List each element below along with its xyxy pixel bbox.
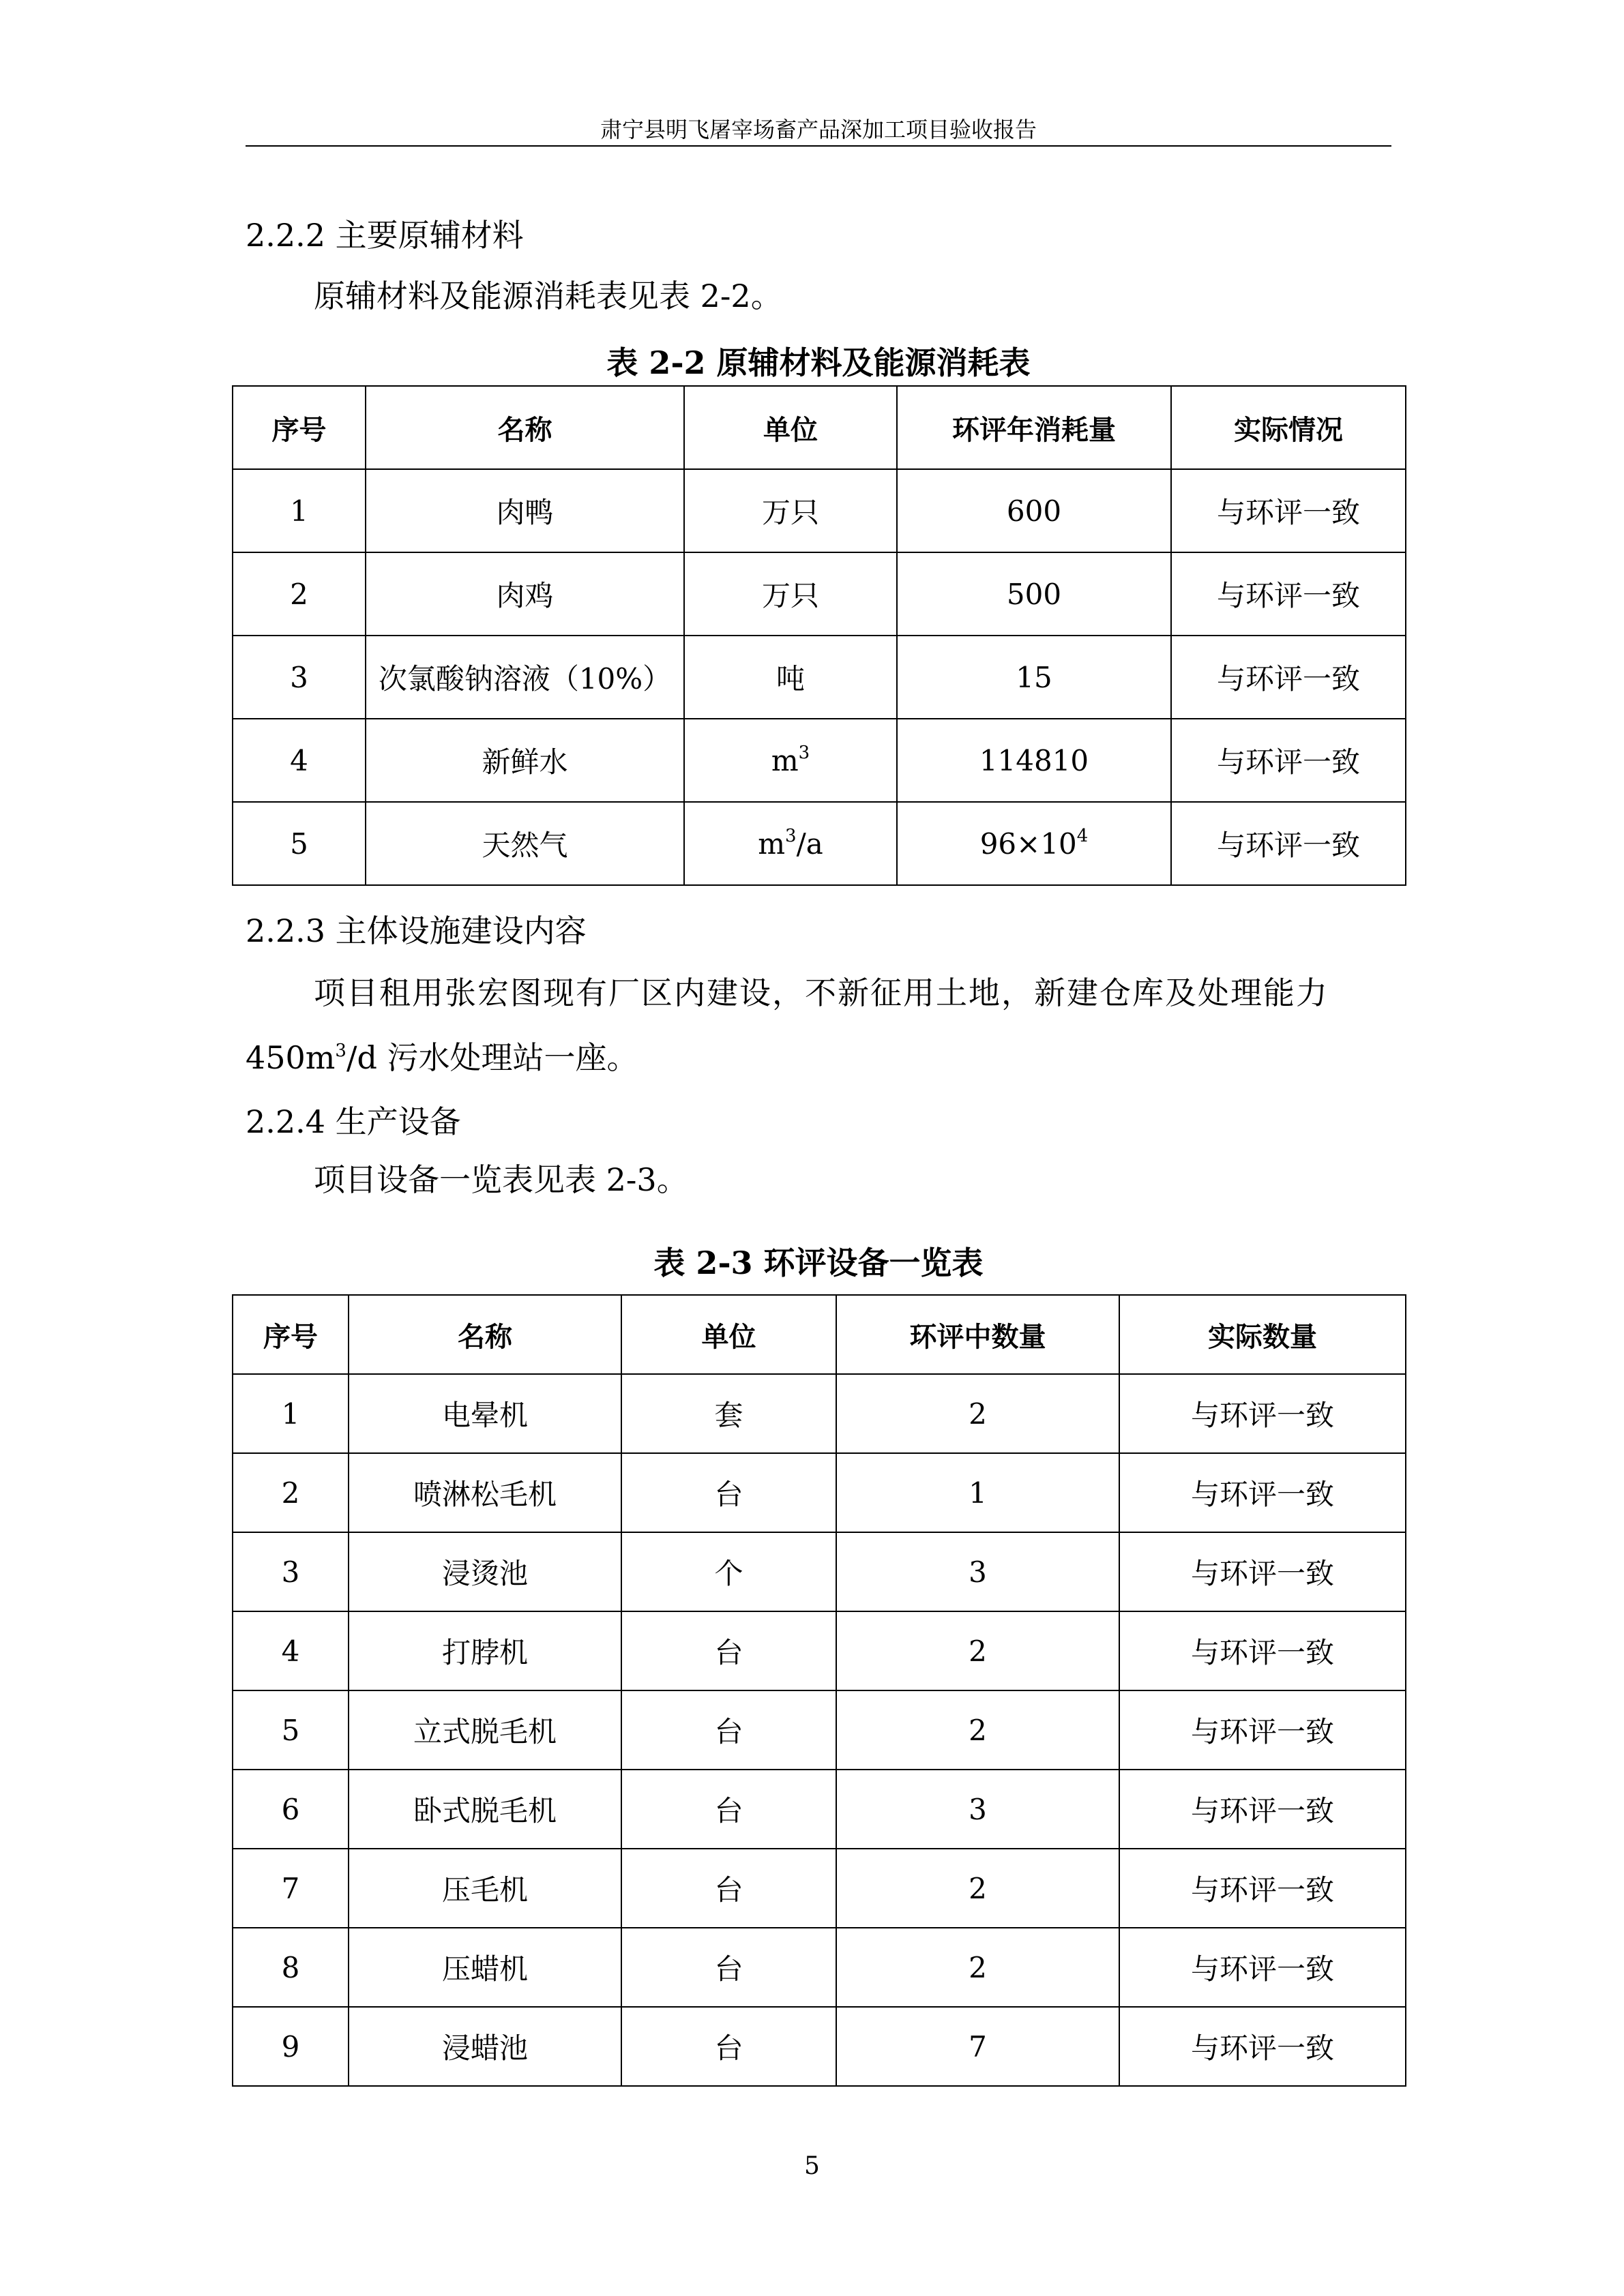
header-cell: 名称 [349, 1295, 621, 1374]
table-cell: 2 [233, 552, 366, 636]
section-intro-2-2-4: 项目设备一览表见表 2-3。 [314, 1161, 688, 1198]
header-cell: 序号 [233, 1295, 349, 1374]
table-cell: 肉鸡 [366, 552, 684, 636]
table-cell: 立式脱毛机 [349, 1690, 621, 1770]
table-cell: 台 [621, 2007, 836, 2086]
table-row [233, 802, 1406, 885]
table-cell: 喷淋松毛机 [349, 1453, 621, 1532]
table-header-row [233, 1295, 1406, 1374]
table-cell: 吨 [684, 636, 897, 719]
section-intro-2-2-2: 原辅材料及能源消耗表见表 2-2。 [314, 278, 782, 314]
table-cell: 浸烫池 [349, 1532, 621, 1611]
table-cell-unit [684, 719, 897, 802]
section-heading-2-2-4: 2.2.4 生产设备 [246, 1103, 461, 1140]
table-cell: 7 [836, 2007, 1119, 2086]
table-cell: 2 [836, 1849, 1119, 1928]
table-cell: 1 [233, 1374, 349, 1453]
table-cell: 与环评一致 [1119, 1928, 1406, 2007]
quantity-base: 96×10 [979, 826, 1077, 861]
table-cell: 压毛机 [349, 1849, 621, 1928]
table-cell: 万只 [684, 552, 897, 636]
capacity-text: /d 污水处理站一座。 [346, 1039, 638, 1076]
header-cell: 实际数量 [1119, 1295, 1406, 1374]
table-cell: 台 [621, 1453, 836, 1532]
table-cell: 套 [621, 1374, 836, 1453]
table-cell: 万只 [684, 469, 897, 552]
table-cell: 台 [621, 1849, 836, 1928]
table-cell: 7 [233, 1849, 349, 1928]
capacity-value: 450m [246, 1039, 336, 1076]
table-cell: 台 [621, 1770, 836, 1849]
exponent-superscript: 4 [1076, 825, 1089, 846]
table-row [233, 2007, 1406, 2086]
table-cell: 次氯酸钠溶液（10%） [366, 636, 684, 719]
table-cell: 5 [233, 802, 366, 885]
table-row [233, 1690, 1406, 1770]
header-cell: 环评中数量 [836, 1295, 1119, 1374]
unit-base: m [758, 826, 786, 861]
table-cell: 与环评一致 [1119, 1453, 1406, 1532]
unit-superscript: 3 [798, 742, 810, 763]
header-cell: 名称 [366, 386, 684, 469]
table-cell-quantity [897, 802, 1171, 885]
table-caption-2-2: 表 2-2 原辅材料及能源消耗表 [606, 344, 1031, 381]
table-cell: 4 [233, 1611, 349, 1690]
table-cell: 3 [233, 1532, 349, 1611]
table-cell: 3 [836, 1532, 1119, 1611]
table-cell: 台 [621, 1690, 836, 1770]
capacity-superscript: 3 [335, 1041, 346, 1061]
header-cell: 实际情况 [1171, 386, 1406, 469]
table-row [233, 469, 1406, 552]
table-cell-unit [684, 802, 897, 885]
table-cell: 1 [233, 469, 366, 552]
table-cell: 6 [233, 1770, 349, 1849]
table-cell: 114810 [897, 719, 1171, 802]
table-cell: 2 [836, 1928, 1119, 2007]
table-cell: 与环评一致 [1119, 1374, 1406, 1453]
table-cell: 台 [621, 1928, 836, 2007]
unit-base: m [771, 743, 799, 777]
table-row [233, 1849, 1406, 1928]
table-cell: 9 [233, 2007, 349, 2086]
table-cell: 2 [836, 1690, 1119, 1770]
table-cell: 与环评一致 [1119, 1532, 1406, 1611]
section-heading-2-2-3: 2.2.3 主体设施建设内容 [246, 912, 587, 949]
table-row [233, 636, 1406, 719]
table-cell: 肉鸭 [366, 469, 684, 552]
table-cell: 打脖机 [349, 1611, 621, 1690]
unit-superscript: 3 [785, 825, 797, 846]
section-body-2-2-3-line2 [246, 1037, 638, 1078]
table-cell: 新鲜水 [366, 719, 684, 802]
header-cell: 序号 [233, 386, 366, 469]
table-2-2 [232, 385, 1406, 886]
header-rule [246, 145, 1391, 147]
table-2-3 [232, 1294, 1406, 2087]
table-row [233, 1374, 1406, 1453]
table-cell: 与环评一致 [1171, 802, 1406, 885]
header-cell: 环评年消耗量 [897, 386, 1171, 469]
table-row [233, 1770, 1406, 1849]
table-cell: 4 [233, 719, 366, 802]
table-row [233, 1453, 1406, 1532]
table-cell: 2 [836, 1611, 1119, 1690]
table-cell: 与环评一致 [1119, 1770, 1406, 1849]
table-caption-2-3: 表 2-3 环评设备一览表 [653, 1244, 984, 1281]
header-cell: 单位 [621, 1295, 836, 1374]
table-header-row [233, 386, 1406, 469]
table-cell: 天然气 [366, 802, 684, 885]
table-cell: 与环评一致 [1171, 636, 1406, 719]
table-cell: 1 [836, 1453, 1119, 1532]
table-cell: 与环评一致 [1171, 552, 1406, 636]
table-cell: 与环评一致 [1119, 2007, 1406, 2086]
table-cell: 电晕机 [349, 1374, 621, 1453]
table-cell: 15 [897, 636, 1171, 719]
table-cell: 与环评一致 [1171, 469, 1406, 552]
table-cell: 500 [897, 552, 1171, 636]
table-row [233, 1928, 1406, 2007]
table-cell: 压蜡机 [349, 1928, 621, 2007]
table-cell: 台 [621, 1611, 836, 1690]
page-number: 5 [804, 2152, 820, 2180]
table-cell: 8 [233, 1928, 349, 2007]
table-row [233, 1611, 1406, 1690]
table-cell: 浸蜡池 [349, 2007, 621, 2086]
table-cell: 2 [836, 1374, 1119, 1453]
table-cell: 与环评一致 [1119, 1849, 1406, 1928]
section-body-2-2-3-line1: 项目租用张宏图现有厂区内建设，不新征用土地，新建仓库及处理能力 [314, 974, 1329, 1011]
table-cell: 3 [233, 636, 366, 719]
table-cell: 3 [836, 1770, 1119, 1849]
header-cell: 单位 [684, 386, 897, 469]
table-cell: 与环评一致 [1119, 1611, 1406, 1690]
section-heading-2-2-2: 2.2.2 主要原辅材料 [246, 217, 524, 254]
table-row [233, 552, 1406, 636]
table-cell: 与环评一致 [1119, 1690, 1406, 1770]
running-header: 肃宁县明飞屠宰场畜产品深加工项目验收报告 [600, 117, 1037, 143]
table-cell: 2 [233, 1453, 349, 1532]
table-cell: 个 [621, 1532, 836, 1611]
table-cell: 600 [897, 469, 1171, 552]
table-row [233, 1532, 1406, 1611]
table-cell: 卧式脱毛机 [349, 1770, 621, 1849]
table-cell: 与环评一致 [1171, 719, 1406, 802]
unit-suffix: /a [796, 826, 823, 861]
table-row [233, 719, 1406, 802]
table-cell: 5 [233, 1690, 349, 1770]
